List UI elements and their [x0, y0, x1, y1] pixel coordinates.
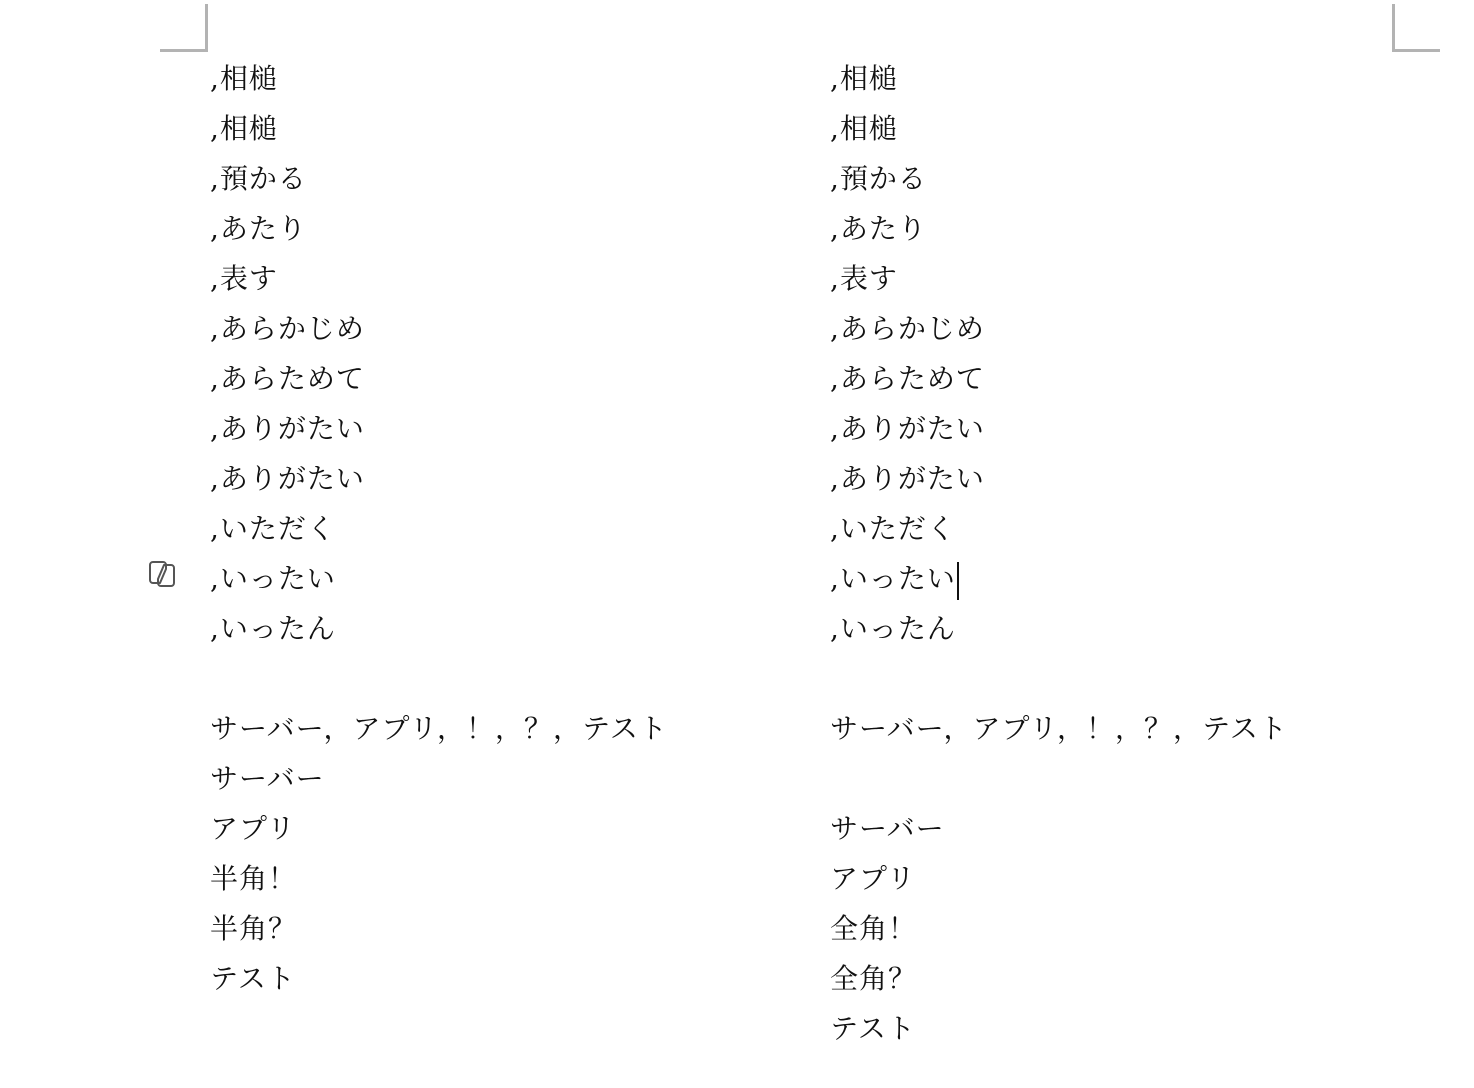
- text-line: テスト: [830, 1012, 916, 1045]
- text-line: ,あらためて: [830, 362, 985, 395]
- text-line: ,表す: [210, 262, 278, 295]
- text-line: ,あらためて: [210, 362, 365, 395]
- corner-crop-mark-top-right: [1392, 4, 1440, 52]
- text-line: ,相槌: [830, 112, 898, 145]
- text-line-content: ,いったい: [830, 562, 956, 595]
- text-line: ,表す: [830, 262, 898, 295]
- text-line: ,預かる: [830, 162, 927, 195]
- text-line: ,いったい: [210, 562, 336, 595]
- text-cursor: [957, 562, 959, 600]
- text-line: サーバー: [210, 762, 325, 795]
- text-line: 半角？: [210, 912, 298, 945]
- text-line: ,いったん: [210, 612, 336, 645]
- copilot-icon[interactable]: [144, 556, 180, 592]
- text-line: ,相槌: [830, 62, 898, 95]
- text-line: ,ありがたい: [210, 462, 365, 495]
- right-text-column[interactable]: [830, 54, 1390, 1054]
- text-line: ,あらかじめ: [210, 312, 365, 345]
- blank-line: [830, 654, 1390, 704]
- text-line: ,あたり: [830, 212, 927, 245]
- text-line: 全角！: [830, 912, 918, 945]
- text-line: ,いただく: [830, 512, 956, 545]
- text-line: ,ありがたい: [830, 462, 985, 495]
- text-line: ,ありがたい: [210, 412, 365, 445]
- text-line: テスト: [210, 962, 296, 995]
- left-text-column[interactable]: [210, 54, 770, 1004]
- blank-line: [830, 754, 1390, 804]
- text-line: ,いただく: [210, 512, 336, 545]
- text-line: サーバー，アプリ，！，？，テスト: [210, 712, 668, 745]
- text-line: ,あらかじめ: [830, 312, 985, 345]
- text-line: サーバー: [830, 812, 945, 845]
- text-line: ,相槌: [210, 112, 278, 145]
- text-line: ,あたり: [210, 212, 307, 245]
- text-line: 半角！: [210, 862, 298, 895]
- text-line: アプリ: [210, 812, 296, 845]
- text-line-with-cursor: [830, 554, 1390, 604]
- text-line: アプリ: [830, 862, 916, 895]
- text-line: サーバー，アプリ，！，？，テスト: [830, 712, 1288, 745]
- text-line: ,預かる: [210, 162, 307, 195]
- corner-crop-mark-top-left: [160, 4, 208, 52]
- text-line: ,相槌: [210, 62, 278, 95]
- text-line: ,いったん: [830, 612, 956, 645]
- text-line: 全角？: [830, 962, 918, 995]
- text-line: ,ありがたい: [830, 412, 985, 445]
- blank-line: [210, 654, 770, 704]
